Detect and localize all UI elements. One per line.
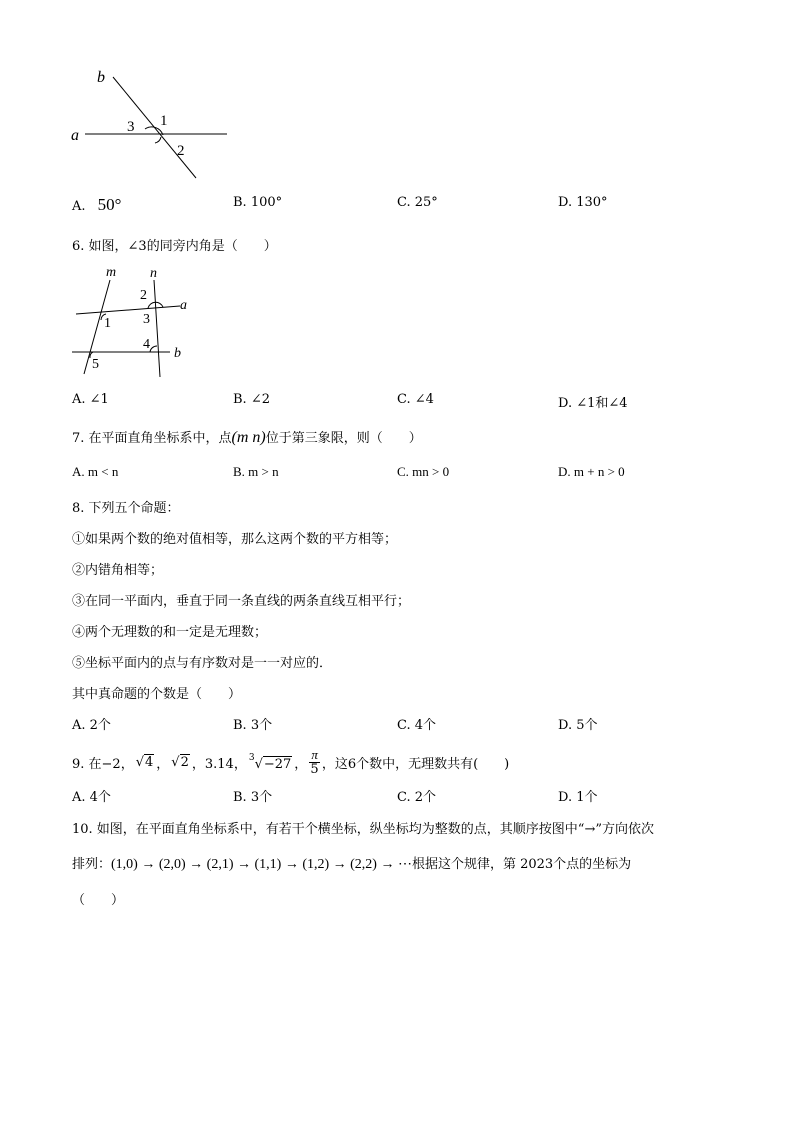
q8-option-d[interactable]: D. 5个 [558, 718, 598, 733]
q5-option-d[interactable]: D. 130° [558, 195, 608, 210]
q5-option-c[interactable]: C. 25° [397, 195, 438, 210]
cbrt-index: 3 [248, 752, 255, 763]
line-n [154, 280, 160, 377]
q7-option-b[interactable]: B. m > n [233, 464, 279, 479]
label-a: a [180, 298, 187, 313]
label-n: n [150, 266, 157, 281]
q6-option-a[interactable]: A. ∠1 [72, 392, 109, 407]
q5-option-a[interactable] [72, 195, 121, 215]
q8-ask: 其中真命题的个数是（ ） [72, 687, 242, 702]
sqrt-4-radicand: 4 [145, 754, 154, 770]
q10-line2 [72, 853, 631, 873]
option-letter: A. [72, 199, 86, 214]
angle-arc-4 [150, 346, 157, 352]
sqrt-2-radicand: 2 [180, 754, 189, 770]
q9-option-a[interactable]: A. 4个 [72, 790, 111, 805]
q8-option-a[interactable]: A. 2个 [72, 718, 111, 733]
q8-option-b[interactable]: B. 3个 [233, 718, 273, 733]
q7-stem [72, 427, 422, 447]
q10-line1: 10. 如图，在平面直角坐标系中，有若干个横坐标，纵坐标均为整数的点，其顺序按图中“→”方向依次 [72, 822, 654, 837]
angle-arc-2 [155, 137, 161, 143]
label-1: 1 [104, 316, 111, 331]
sqrt-2: √2 [171, 754, 189, 770]
label-3: 3 [127, 119, 135, 135]
q6-option-d[interactable]: D. ∠1和∠4 [558, 396, 628, 411]
q5-option-b[interactable]: B. 100° [233, 195, 283, 210]
q8-item-1: ①如果两个数的绝对值相等，那么这两个数的平方相等； [72, 532, 398, 547]
q10-line2-post: 根据这个规律，第 2023个点的坐标为 [411, 857, 632, 872]
q8-item-5: ⑤坐标平面内的点与有序数对是一一对应的． [72, 656, 333, 671]
label-2: 2 [140, 288, 147, 303]
q7-stem-pre: 7. 在平面直角坐标系中，点 [72, 431, 232, 446]
q9-option-c[interactable]: C. 2个 [397, 790, 437, 805]
q7-option-c[interactable]: C. mn > 0 [397, 464, 450, 479]
cbrt-minus-27: $^3$√−27 [248, 752, 292, 772]
label-m: m [106, 265, 117, 280]
q9-sep2: ， [294, 756, 308, 772]
label-a: a [71, 127, 79, 144]
q6-option-c[interactable]: C. ∠4 [397, 392, 434, 407]
q9-mid: ，3.14， [191, 756, 247, 772]
cbrt-radicand: −27 [263, 756, 292, 772]
q8-item-2: ②内错角相等； [72, 563, 164, 578]
sqrt-4: √4 [135, 754, 154, 770]
line-a [76, 306, 180, 314]
label-3: 3 [143, 312, 150, 327]
q7-stem-post: 位于第三象限，则（ ） [265, 431, 422, 446]
label-b: b [97, 69, 105, 86]
q7-option-d[interactable]: D. m + n > 0 [558, 464, 625, 479]
q7-point: (m n) [231, 429, 266, 446]
q9-option-d[interactable]: D. 1个 [558, 790, 598, 805]
label-2: 2 [177, 143, 185, 159]
q9-pre: 9. 在−2， [72, 756, 134, 772]
label-b: b [174, 346, 181, 361]
q10-line3: （ ） [72, 893, 125, 908]
fraction-denominator: 5 [310, 761, 319, 777]
q9-option-b[interactable]: B. 3个 [233, 790, 273, 805]
q8-stem: 8. 下列五个命题： [72, 501, 180, 516]
q8-item-4: ④两个无理数的和一定是无理数； [72, 625, 268, 640]
q6-figure [68, 262, 198, 382]
q7-option-a[interactable]: A. m < n [72, 464, 119, 479]
option-value: 50° [97, 195, 122, 214]
label-5: 5 [92, 357, 99, 372]
q8-item-3: ③在同一平面内，垂直于同一条直线的两条直线互相平行； [72, 594, 411, 609]
label-4: 4 [143, 337, 150, 352]
label-1: 1 [160, 113, 168, 129]
q8-option-c[interactable]: C. 4个 [397, 718, 437, 733]
q9-stem [72, 746, 509, 778]
q9-sep1: ， [156, 756, 170, 772]
q10-line2-pre: 排列： [72, 857, 112, 872]
fraction-numerator: π [311, 746, 318, 762]
q6-stem: 6. 如图，∠3的同旁内角是（ ） [72, 239, 277, 254]
fraction-pi-5 [309, 748, 320, 777]
q9-post: ，这6个数中，无理数共有( ) [321, 756, 510, 772]
q10-sequence: (1,0) → (2,0) → (2,1) → (1,1) → (1,2) → (2,2) → ⋯ [111, 857, 412, 872]
q6-option-b[interactable]: B. ∠2 [233, 392, 270, 407]
q5-figure [65, 65, 235, 185]
